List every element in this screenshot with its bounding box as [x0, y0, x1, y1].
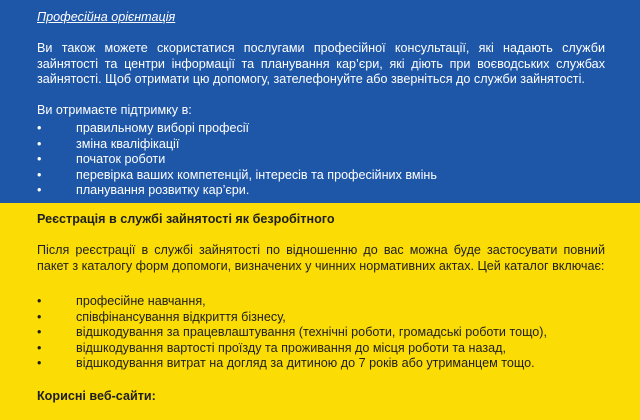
bullet-icon: •: [37, 325, 42, 339]
list-item: [37, 137, 605, 153]
career-guidance-paragraph: Ви також можете скористатися послугами професійної консультації, які надають служби зайнятості та центри інформації та планування кар’єри, які діють при воєводських службах зайнятості. Щоб отримати цю допомогу, зателефонуйте або зверніться до служби зайнятості.: [37, 41, 605, 86]
list-item: [37, 152, 605, 168]
bullet-icon: •: [37, 356, 42, 370]
support-list: [37, 121, 605, 199]
bullet-icon: •: [37, 183, 42, 197]
list-item-text: початок роботи: [76, 152, 166, 166]
bullet-icon: •: [37, 294, 42, 308]
list-item: [37, 341, 605, 357]
list-item-text: перевірка ваших компетенцій, інтересів та професійних вмінь: [76, 167, 437, 182]
list-item-text: правильному виборі професії: [76, 121, 250, 135]
registration-heading: Реєстрація в службі зайнятості як безробітного: [37, 212, 335, 226]
blue-section: [0, 0, 640, 203]
useful-sites-heading: Корисні веб-сайти:: [37, 389, 156, 403]
list-item-text: відшкодування витрат на догляд за дитиною до 7 років або утриманцем тощо.: [76, 356, 535, 370]
list-item-text: відшкодування за працевлаштування (технічні роботи, громадські роботи тощо),: [76, 325, 548, 339]
support-intro: Ви отримаєте підтримку в:: [37, 103, 192, 117]
list-item-text: відшкодування вартості проїзду та проживання до місця роботи та назад,: [76, 340, 507, 355]
list-item-text: професійне навчання,: [76, 294, 206, 308]
bullet-icon: •: [37, 152, 42, 166]
list-item: [37, 356, 605, 372]
list-item: [37, 121, 605, 137]
bullet-icon: •: [37, 136, 42, 151]
list-item-text: планування розвитку кар’єри.: [76, 183, 250, 197]
list-item-text: зміна кваліфікації: [76, 136, 180, 151]
list-item: [37, 183, 605, 199]
bullet-icon: •: [37, 309, 42, 324]
career-guidance-heading: Професійна орієнтація: [37, 10, 176, 24]
list-item-text: співфінансування відкриття бізнесу,: [76, 309, 286, 324]
list-item: [37, 168, 605, 184]
list-item: [37, 310, 605, 326]
assistance-list: [37, 294, 605, 372]
bullet-icon: •: [37, 167, 42, 182]
bullet-icon: •: [37, 121, 42, 135]
registration-paragraph: Після реєстрації в службі зайнятості по відношенню до вас можна буде застосувати повний пакет з каталогу форм допомоги, визначених у чинних нормативних актах. Цей каталог включає:: [37, 243, 605, 273]
bullet-icon: •: [37, 340, 42, 355]
list-item: [37, 325, 605, 341]
yellow-section: [0, 203, 640, 420]
list-item: [37, 294, 605, 310]
